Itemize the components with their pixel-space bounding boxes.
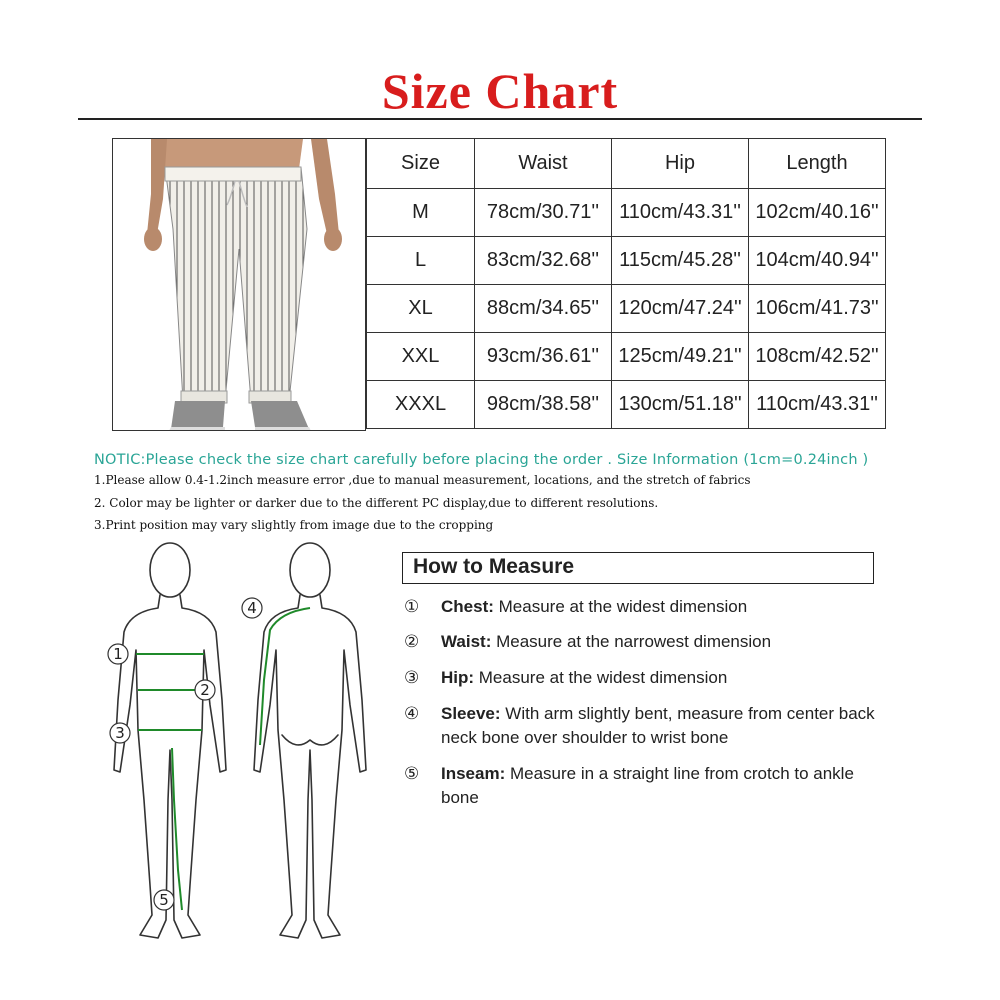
table-header-row bbox=[367, 139, 886, 189]
page-title: Size Chart bbox=[381, 63, 619, 119]
body-outline-illustration bbox=[100, 540, 390, 950]
table-row bbox=[367, 333, 886, 381]
measure-label: Hip: bbox=[441, 668, 475, 687]
cell-hip: 130cm/51.18'' bbox=[612, 381, 749, 429]
how-to-measure-title: How to Measure bbox=[413, 555, 575, 578]
measure-number: ② bbox=[404, 632, 420, 651]
measure-label: Chest: bbox=[441, 597, 494, 616]
note-2: 2. Color may be lighter or darker due to the different PC display,due to different resolutions. bbox=[94, 496, 659, 510]
measure-number: ⑤ bbox=[404, 764, 420, 783]
cell-waist: 78cm/30.71'' bbox=[475, 189, 612, 237]
cell-hip: 125cm/49.21'' bbox=[612, 333, 749, 381]
measure-label: Inseam: bbox=[441, 764, 506, 783]
header-size: Size bbox=[367, 139, 475, 189]
measure-description: With arm slightly bent, measure from center back neck bone over shoulder to wrist bone bbox=[441, 704, 875, 747]
cell-waist: 83cm/32.68'' bbox=[475, 237, 612, 285]
note-1: 1.Please allow 0.4-1.2inch measure error ,due to manual measurement, locations, and the stretch of fabrics bbox=[94, 473, 751, 487]
cell-size: L bbox=[367, 237, 475, 285]
measurement-figures bbox=[100, 540, 390, 950]
cell-size: XXL bbox=[367, 333, 475, 381]
cell-size: M bbox=[367, 189, 475, 237]
cell-size: XL bbox=[367, 285, 475, 333]
cell-waist: 88cm/34.65'' bbox=[475, 285, 612, 333]
measure-description: Measure at the widest dimension bbox=[493, 597, 748, 616]
cell-waist: 93cm/36.61'' bbox=[475, 333, 612, 381]
cell-hip: 115cm/45.28'' bbox=[612, 237, 749, 285]
callout-5: 5 bbox=[159, 891, 169, 909]
callout-1: 1 bbox=[113, 645, 123, 663]
size-table bbox=[366, 138, 886, 429]
measure-description: Measure at the narrowest dimension bbox=[491, 632, 772, 651]
cell-length: 102cm/40.16'' bbox=[749, 189, 886, 237]
header-length: Length bbox=[749, 139, 886, 189]
cell-length: 104cm/40.94'' bbox=[749, 237, 886, 285]
measure-description: Measure in a straight line from crotch to ankle bone bbox=[441, 764, 854, 807]
measure-number: ④ bbox=[404, 704, 420, 723]
cell-length: 110cm/43.31'' bbox=[749, 381, 886, 429]
callout-3: 3 bbox=[115, 724, 125, 742]
header-hip: Hip bbox=[612, 139, 749, 189]
measure-number: ③ bbox=[404, 668, 420, 687]
measure-label: Waist: bbox=[441, 632, 492, 651]
header-waist: Waist bbox=[475, 139, 612, 189]
measure-description: Measure at the widest dimension bbox=[474, 668, 728, 687]
table-row bbox=[367, 237, 886, 285]
cell-length: 106cm/41.73'' bbox=[749, 285, 886, 333]
measure-number: ① bbox=[404, 597, 420, 616]
table-row bbox=[367, 285, 886, 333]
cell-hip: 120cm/47.24'' bbox=[612, 285, 749, 333]
pants-illustration bbox=[113, 139, 366, 431]
table-row bbox=[367, 189, 886, 237]
cell-hip: 110cm/43.31'' bbox=[612, 189, 749, 237]
notice-text: NOTIC:Please check the size chart carefully before placing the order . Size Information (1cm=0.24inch ) bbox=[94, 452, 869, 468]
table-row bbox=[367, 381, 886, 429]
how-to-measure-header bbox=[402, 552, 874, 584]
cell-length: 108cm/42.52'' bbox=[749, 333, 886, 381]
cell-size: XXXL bbox=[367, 381, 475, 429]
cell-waist: 98cm/38.58'' bbox=[475, 381, 612, 429]
note-3: 3.Print position may vary slightly from image due to the cropping bbox=[94, 518, 494, 532]
title-divider bbox=[78, 118, 922, 120]
product-photo bbox=[112, 138, 366, 431]
measure-label: Sleeve: bbox=[441, 704, 501, 723]
callout-2: 2 bbox=[200, 681, 210, 699]
callout-4: 4 bbox=[247, 599, 257, 617]
